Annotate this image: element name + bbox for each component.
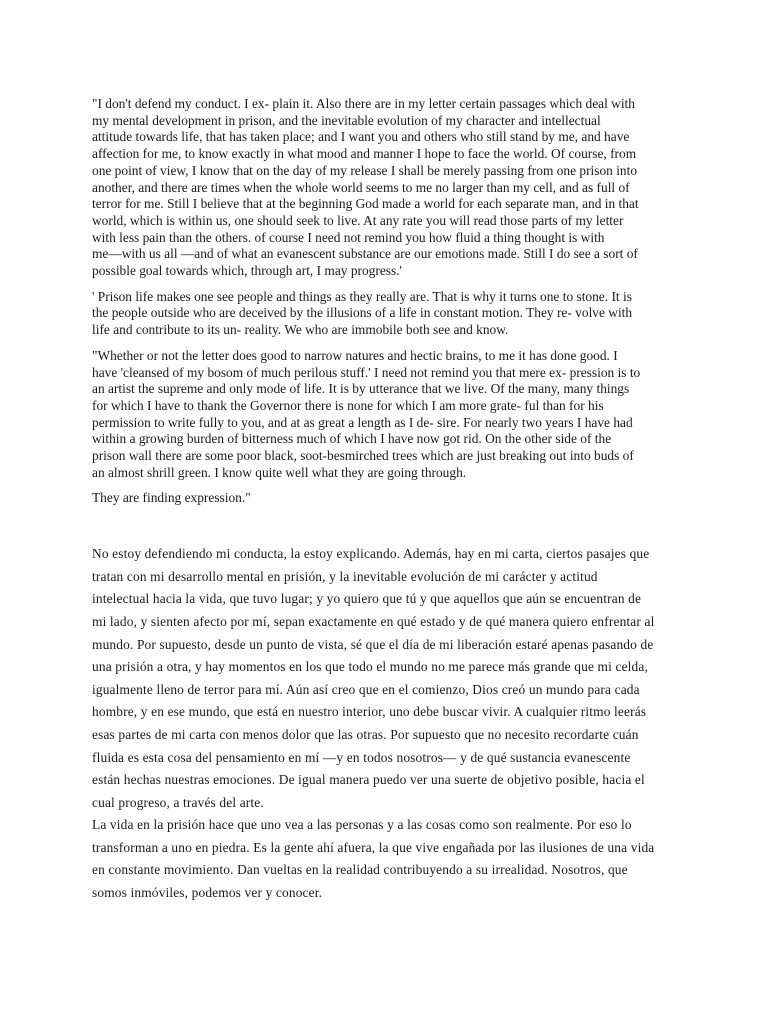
text-line: me—with us all —and of what an evanescent substance are our emotions made. Still I do see a sort of	[92, 246, 638, 262]
text-line: an artist the supreme and only mode of life. It is by utterance that we live. Of the many, many things	[92, 381, 630, 397]
text-line: "Whether or not the letter does good to narrow natures and hectic brains, to me it has done good. I	[92, 347, 618, 363]
document-page	[92, 96, 682, 905]
text-line: cual progreso, a través del arte.	[92, 794, 264, 810]
text-line: prison wall there are some poor black, soot-besmirched trees which are just breaking out into buds of	[92, 448, 634, 464]
spanish-paragraph-2	[92, 814, 682, 904]
text-line: intelectual hacia la vida, que tuvo lugar; y yo quiero que tú y que aquellos que aún se encuentran de	[92, 591, 642, 607]
text-line: esas partes de mi carta con menos dolor que las otras. Por supuesto que no necesito recordarte cuán	[92, 726, 639, 742]
english-paragraph-1	[92, 96, 682, 280]
text-line: una prisión a otra, y hay momentos en los que todo el mundo no me parece más grande que mi celda,	[92, 659, 648, 675]
text-line: tratan con mi desarrollo mental en prisión, y la inevitable evolución de mi carácter y actitud	[92, 568, 598, 584]
text-line: hombre, y en ese mundo, que está en nuestro interior, uno debe buscar vivir. A cualquier ritmo leerás	[92, 704, 647, 720]
english-paragraph-4	[92, 490, 682, 507]
text-line: They are finding expression."	[92, 490, 251, 506]
english-paragraph-2	[92, 289, 682, 339]
text-line: están hechas nuestras emociones. De igual manera puedo ver una suerte de objetivo posible, hacia el	[92, 772, 645, 788]
text-line: attitude towards life, that has taken place; and I want you and others who still stand by me, and have	[92, 129, 630, 145]
text-line: another, and there are times when the whole world seems to me no larger than my cell, and as full of	[92, 179, 630, 195]
text-line: for which I have to thank the Governor there is none for which I am more grate- ful than for his	[92, 397, 604, 413]
text-line: permission to write fully to you, and at as great a length as I de- sire. For nearly two years I have had	[92, 414, 633, 430]
text-line: one point of view, I know that on the day of my release I shall be merely passing from one prison into	[92, 162, 638, 178]
text-line: igualmente lleno de terror para mí. Aún así creo que en el comienzo, Dios creó un mundo para cada	[92, 681, 640, 697]
english-text-block	[92, 96, 682, 507]
text-line: mi lado, y sienten afecto por mí, sepan exactamente en qué estado y de qué manera quiero enfrentar al	[92, 613, 655, 629]
text-line: my mental development in prison, and the inevitable evolution of my character and intellectual	[92, 112, 601, 128]
text-line: possible goal towards which, through art, I may progress.'	[92, 263, 402, 279]
text-line: the people outside who are deceived by the illusions of a life in constant motion. They re- volve with	[92, 305, 633, 321]
text-line: an almost shrill green. I know quite well what they are going through.	[92, 464, 467, 480]
text-line: somos inmóviles, podemos ver y conocer.	[92, 885, 323, 901]
text-line: La vida en la prisión hace que uno vea a las personas y a las cosas como son realmente. Por eso lo	[92, 817, 632, 833]
text-line: fluida es esta cosa del pensamiento en mí —y en todos nosotros— y de qué sustancia evanescente	[92, 749, 631, 765]
text-line: terror for me. Still I believe that at the beginning God made a world for each separate man, and in that	[92, 196, 639, 212]
spanish-text-block	[92, 543, 682, 905]
text-line: affection for me, to know exactly in what mood and manner I hope to face the world. Of course, from	[92, 146, 637, 162]
text-line: No estoy defendiendo mi conducta, la estoy explicando. Además, hay en mi carta, ciertos pasajes que	[92, 546, 650, 562]
text-line: world, which is within us, one should seek to live. At any rate you will read those parts of my letter	[92, 212, 624, 228]
text-line: mundo. Por supuesto, desde un punto de vista, sé que el día de mi liberación estaré apenas pasando de	[92, 636, 654, 652]
text-line: have 'cleansed of my bosom of much perilous stuff.' I need not remind you that mere ex- pression is to	[92, 364, 641, 380]
text-line: "I don't defend my conduct. I ex- plain it. Also there are in my letter certain passages which deal with	[92, 96, 635, 111]
text-line: with less pain than the others. of course I need not remind you how fluid a thing thought is with	[92, 229, 605, 245]
text-line: ' Prison life makes one see people and things as they really are. That is why it turns one to stone. It is	[92, 288, 632, 304]
text-line: transforman a uno en piedra. Es la gente ahí afuera, la que vive engañada por las ilusiones de una vida	[92, 839, 655, 855]
text-line: life and contribute to its un- reality. We who are immobile both see and know.	[92, 322, 509, 338]
spanish-paragraph-1	[92, 543, 682, 814]
english-paragraph-3	[92, 348, 682, 482]
text-line: en constante movimiento. Dan vueltas en la realidad contribuyendo a su irrealidad. Nosotros, que	[92, 862, 628, 878]
text-line: within a growing burden of bitterness much of which I have now got rid. On the other side of the	[92, 431, 612, 447]
